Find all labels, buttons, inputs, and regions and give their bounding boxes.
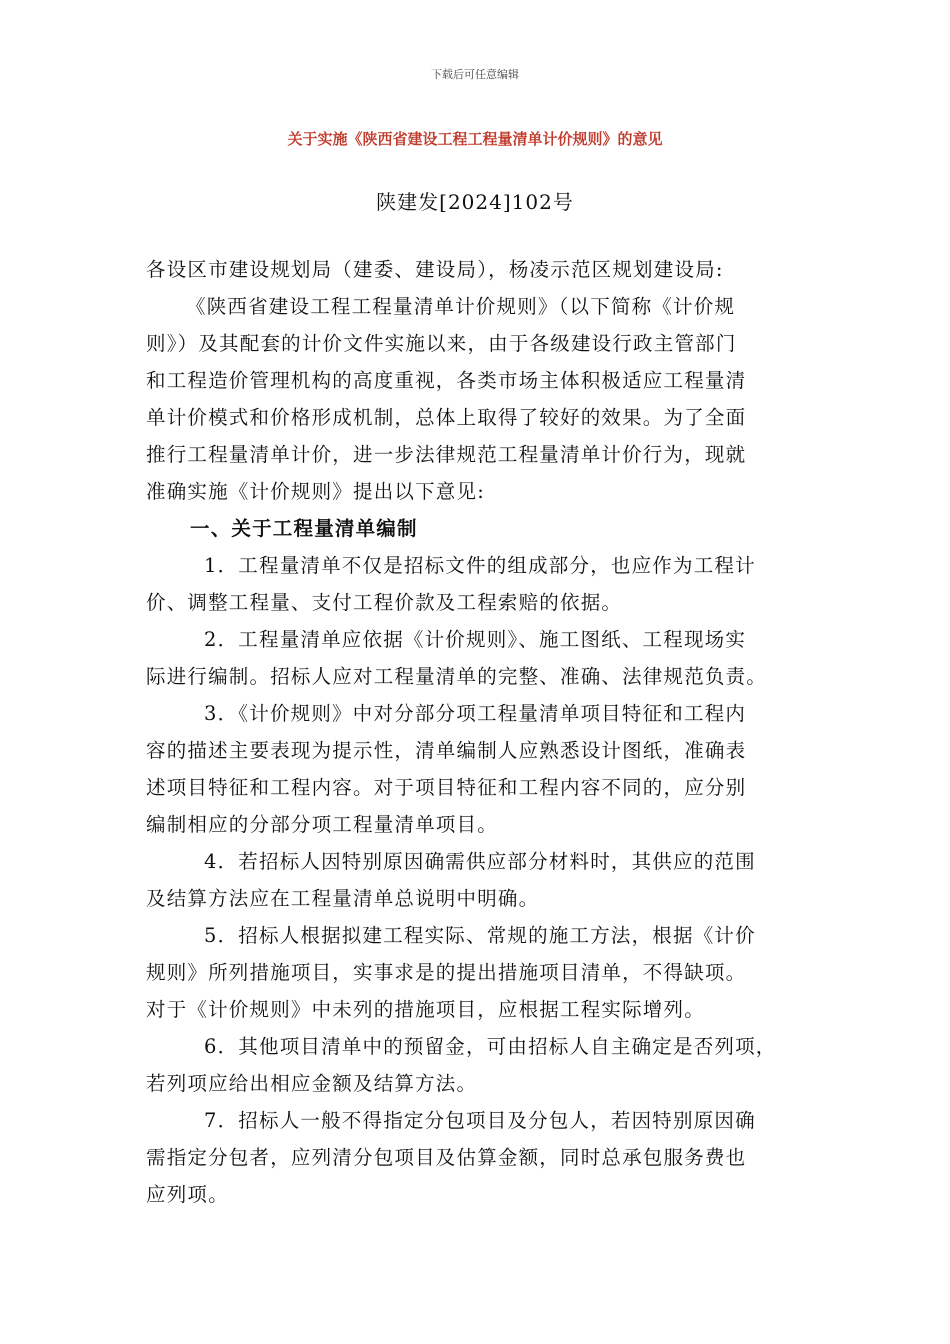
list-item-line: 应列项。 xyxy=(146,1183,229,1206)
header-note: 下载后可任意编辑 xyxy=(431,68,519,81)
paragraph-line: 和工程造价管理机构的高度重视，各类市场主体积极适应工程量清 xyxy=(146,369,747,392)
section-heading: 一、关于工程量清单编制 xyxy=(190,517,418,540)
paragraph-line: 则》）及其配套的计价文件实施以来，由于各级建设行政主管部门 xyxy=(146,332,737,355)
list-item-line: 述项目特征和工程内容。对于项目特征和工程内容不同的，应分别 xyxy=(146,776,747,799)
list-item-line: 编制相应的分部分项工程量清单项目。 xyxy=(146,813,498,836)
list-item-line: 7．招标人一般不得指定分包项目及分包人，若因特别原因确 xyxy=(204,1109,756,1132)
list-item-line: 容的描述主要表现为提示性，清单编制人应熟悉设计图纸，准确表 xyxy=(146,739,747,762)
list-item-line: 及结算方法应在工程量清单总说明中明确。 xyxy=(146,887,540,910)
paragraph-line: 单计价模式和价格形成机制，总体上取得了较好的效果。为了全面 xyxy=(146,406,747,429)
list-item-line: 5．招标人根据拟建工程实际、常规的施工方法，根据《计价 xyxy=(204,924,756,947)
paragraph-line: 准确实施《计价规则》提出以下意见: xyxy=(146,480,485,503)
list-item-line: 对于《计价规则》中未列的措施项目，应根据工程实际增列。 xyxy=(146,998,705,1021)
list-item-line: 若列项应给出相应金额及结算方法。 xyxy=(146,1072,478,1095)
paragraph-line: 《陕西省建设工程工程量清单计价规则》（以下简称《计价规 xyxy=(186,295,736,318)
paragraph-line: 推行工程量清单计价，进一步法律规范工程量清单计价行为，现就 xyxy=(146,443,747,466)
list-item-line: 需指定分包者，应列清分包项目及估算金额，同时总承包服务费也 xyxy=(146,1146,747,1169)
addressee-line: 各设区市建设规划局（建委、建设局），杨凌示范区规划建设局: xyxy=(146,258,724,281)
list-item-line: 价、调整工程量、支付工程价款及工程索赔的依据。 xyxy=(146,591,623,614)
document-title: 关于实施《陕西省建设工程工程量清单计价规则》的意见 xyxy=(287,130,663,148)
list-item-line: 6．其他项目清单中的预留金，可由招标人自主确定是否列项， xyxy=(204,1035,777,1058)
list-item-line: 3．《计价规则》中对分部分项工程量清单项目特征和工程内 xyxy=(204,702,747,725)
list-item-line: 1．工程量清单不仅是招标文件的组成部分，也应作为工程计 xyxy=(204,554,756,577)
list-item-line: 规则》所列措施项目，实事求是的提出措施项目清单，不得缺项。 xyxy=(146,961,747,984)
document-body xyxy=(146,251,814,1213)
document-number: 陕建发[2024]102号 xyxy=(376,190,574,214)
list-item-line: 际进行编制。招标人应对工程量清单的完整、准确、法律规范负责。 xyxy=(146,665,768,688)
list-item-line: 4．若招标人因特别原因确需供应部分材料时，其供应的范围 xyxy=(204,850,756,873)
list-item-line: 2．工程量清单应依据《计价规则》、施工图纸、工程现场实 xyxy=(204,628,747,651)
